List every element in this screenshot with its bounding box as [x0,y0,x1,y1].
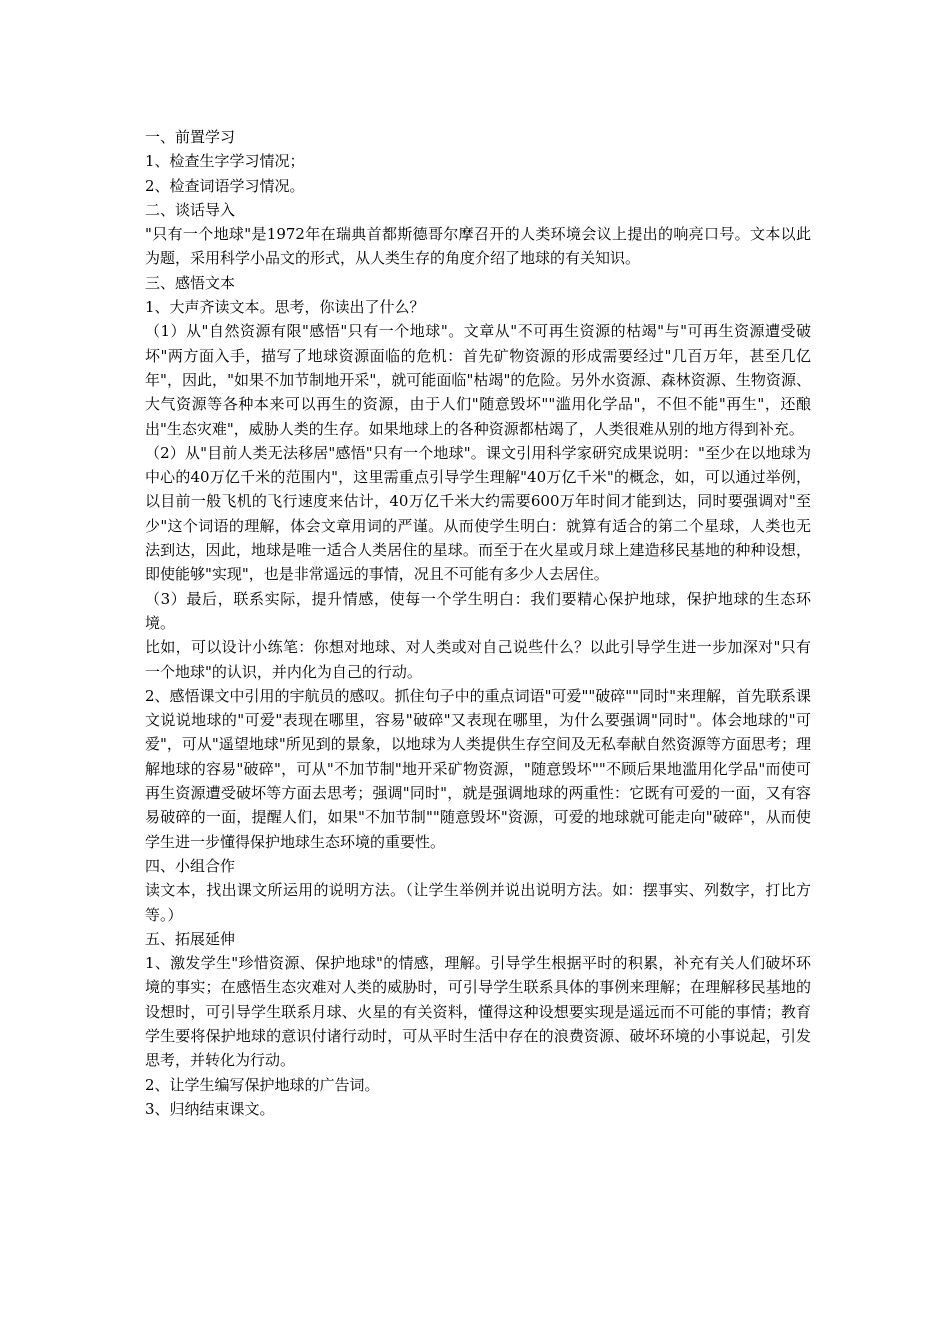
paragraph-group-work: 读文本，找出课文所运用的说明方法。（让学生举例并说出说明方法。如：摆事实、列数字，打比方等。） [145,881,811,924]
list-item: 1、检查生字学习情况； [145,152,305,171]
paragraph-point-3: （3）最后，联系实际，提升情感，使每一个学生明白：我们要精心保护地球，保护地球的生态环境。 [145,589,811,632]
paragraph-introduction: "只有一个地球"是1972年在瑞典首都斯德哥尔摩召开的人类环境会议上提出的响亮口号。文本以此为题，采用科学小品文的形式，从人类生存的角度介绍了地球的有关知识。 [145,225,811,268]
section-heading-introduction: 二、谈话导入 [145,200,236,219]
paragraph-point-2: （2）从"目前人类无法移居"感悟"只有一个地球"。课文引用科学家研究成果说明："至少在以地球为中心的40万亿千米的范围内"，这里需重点引导学生理解"40万亿千米"的概念，如，可以通过举例，以目前一般飞机的飞行速度来估计，40万亿千米大约需要600万年时间才能到达，同时要强调对"至少"这个词语的理解，体会文章用词的严谨。从而使学生明白：就算有适合的第二个星球，人类也无法到达，因此，地球是唯一适合人类居住的星球。而至于在火星或月球上建造移民基地的种种设想，即使能够"实现"，也是非常遥远的事情，况且不可能有多少人去居住。 [145,443,811,584]
paragraph-astronaut: 2、感悟课文中引用的宇航员的感叹。抓住句子中的重点词语"可爱""破碎""同时"来理解，首先联系课文说说地球的"可爱"表现在哪里，容易"破碎"又表现在哪里，为什么要强调"同时"。体会地球的"可爱"，可从"遥望地球"所见到的景象，以地球为人类提供生存空间及无私奉献自然资源等方面思考；理解地球的容易"破碎"，可从"不加节制"地开采矿物资源，"随意毁坏""不顾后果地滥用化学品"而使可再生资源遭受破坏等方面去思考；强调"同时"，就是强调地球的两重性：它既有可爱的一面，又有容易破碎的一面，提醒人们，如果"不加节制""随意毁坏"资源，可爱的地球就可能走向"破碎"，从而使学生进一步懂得保护地球生态环境的重要性。 [145,686,811,851]
section-heading-extension: 五、拓展延伸 [145,929,236,948]
section-heading-group-work: 四、小组合作 [145,856,236,875]
document-body [145,125,811,1121]
list-item: 1、大声齐读文本。思考，你读出了什么？ [145,298,425,317]
list-item: 3、归纳结束课文。 [145,1099,275,1118]
paragraph-point-1: （1）从"自然资源有限"感悟"只有一个地球"。文章从"不可再生资源的枯竭"与"可再生资源遭受破坏"两方面入手，描写了地球资源面临的危机：首先矿物资源的形成需要经过"几百万年，甚至几亿年"，因此，"如果不加节制地开采"，就可能面临"枯竭"的危险。另外水资源、森林资源、生物资源、大气资源等各种本来可以再生的资源，由于人们"随意毁坏""滥用化学品"，不但不能"再生"，还酿出"生态灾难"，威胁人类的生存。如果地球上的各种资源都枯竭了，人类很难从别的地方得到补充。 [145,322,811,438]
list-item: 2、检查词语学习情况。 [145,176,305,195]
paragraph-example: 比如，可以设计小练笔：你想对地球、对人类或对自己说些什么？以此引导学生进一步加深对"只有一个地球"的认识，并内化为自己的行动。 [145,638,811,681]
section-heading-understanding: 三、感悟文本 [145,273,236,292]
list-item: 2、让学生编写保护地球的广告词。 [145,1075,380,1094]
section-heading-preview: 一、前置学习 [145,128,236,146]
paragraph-extension-1: 1、激发学生"珍惜资源、保护地球"的情感，理解。引导学生根据平时的积累，补充有关人们破坏环境的事实；在感悟生态灾难对人类的威胁时，可引导学生联系具体的事例来理解；在理解移民基地的设想时，可引导学生联系月球、火星的有关资料，懂得这种设想要实现是遥远而不可能的事情；教育学生要将保护地球的意识付诸行动时，可从平时生活中存在的浪费资源、破坏环境的小事说起，引发思考，并转化为行动。 [145,954,811,1070]
